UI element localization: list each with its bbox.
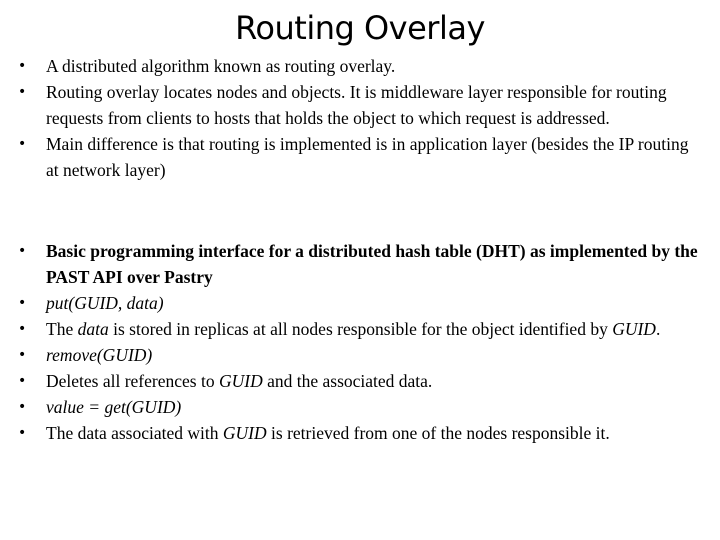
- dht-api-bullet-list: [0, 238, 720, 446]
- guid-term: GUID: [222, 423, 267, 443]
- text-run: The: [46, 319, 78, 339]
- remove-description: [46, 371, 432, 391]
- slide-title: Routing Overlay: [235, 9, 485, 47]
- bullet-icon: •: [18, 84, 27, 100]
- bullet-icon: •: [18, 243, 27, 259]
- bullet-icon: •: [18, 425, 27, 441]
- text-run: is retrieved from one of the nodes responsible it.: [266, 423, 610, 443]
- bullet-item: [0, 420, 720, 446]
- bullet-item: [0, 131, 720, 183]
- text-run: .: [655, 319, 661, 339]
- get-signature: value = get(GUID): [46, 397, 182, 417]
- text-run: Deletes all references to: [46, 371, 219, 391]
- overview-bullet-list: [0, 53, 720, 183]
- bullet-icon: •: [18, 136, 27, 152]
- bullet-text: Routing overlay locates nodes and objects. It is middleware layer responsible for routing requests from clients to hosts that holds the object to which request is addressed.: [46, 82, 667, 128]
- api-heading-text: Basic programming interface for a distributed hash table (DHT) as implemented by the PAST API over Pastry: [46, 241, 698, 287]
- bullet-icon: •: [18, 58, 27, 74]
- text-run: The data associated with: [46, 423, 223, 443]
- bullet-item: [0, 368, 720, 394]
- remove-signature: remove(GUID): [46, 345, 153, 365]
- put-signature: put(GUID, data): [46, 293, 164, 313]
- text-run: is stored in replicas at all nodes responsible for the object identified by: [108, 319, 613, 339]
- bullet-icon: •: [18, 295, 27, 311]
- data-term: data: [77, 319, 109, 339]
- bullet-icon: •: [18, 373, 27, 389]
- bullet-item: [0, 238, 720, 290]
- bullet-icon: •: [18, 347, 27, 363]
- bullet-item: [0, 53, 720, 79]
- guid-term: GUID: [612, 319, 656, 339]
- get-description: [46, 423, 610, 443]
- text-run: and the associated data.: [262, 371, 433, 391]
- bullet-item: [0, 79, 720, 131]
- bullet-item: [0, 290, 720, 316]
- put-description: [46, 319, 660, 339]
- guid-term: GUID: [218, 371, 263, 391]
- bullet-text: A distributed algorithm known as routing overlay.: [46, 56, 396, 76]
- bullet-text: Main difference is that routing is implemented is in application layer (besides the IP routing at network layer): [46, 134, 689, 180]
- bullet-icon: •: [18, 399, 27, 415]
- bullet-icon: •: [18, 321, 27, 337]
- bullet-item: [0, 342, 720, 368]
- bullet-item: [0, 394, 720, 420]
- bullet-item: [0, 316, 720, 342]
